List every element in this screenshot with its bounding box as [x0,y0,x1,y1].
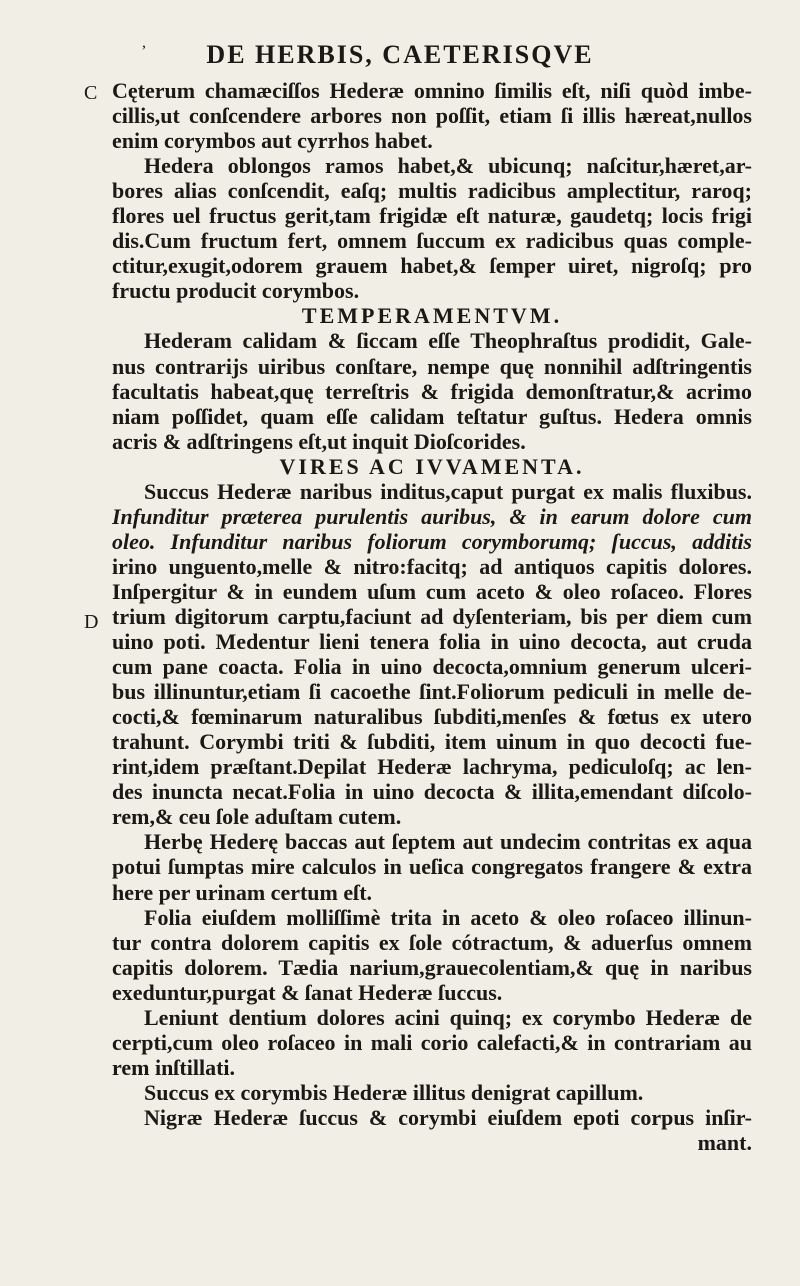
text-line: Leniunt dentium dolores acini quinq; ex corymbo Hederæ de [144,1004,752,1030]
text-line: niam poſſidet, quam eſſe calidam teſtatur guſtus. Hedera omnis [112,403,752,429]
text-line: Folia eiuſdem molliſſimè trita in aceto & oleo roſaceo illinun- [144,904,752,930]
text-line: Succus ex corymbis Hederæ illitus denigrat capillum. [144,1079,644,1105]
text-line: des inuncta necat.Folia in uino decocta & illita,emendant diſcolo- [112,779,752,805]
margin-letter-c: C [84,82,98,104]
text-line: cerpti,cum oleo roſaceo in mali corio calefacti,& in contrariam au [112,1029,752,1055]
text-line: Inſpergitur & in eundem uſum cum aceto & oleo roſaceo. Flores [112,578,752,604]
text-line: capitis dolorem. Tædia narium,grauecolentiam,& quę in naribus [112,954,752,980]
section-heading-temperamentum: TEMPERAMENTVM. [301,303,563,329]
text-line: Herbę Hederę baccas aut ſeptem aut undecim contritas ex aqua [144,829,752,855]
text-line: trium digitorum carptu,faciunt ad dyſenteriam, bis per diem cum [112,603,752,629]
text-line: Cęterum chamæciſſos Hederæ omnino ſimilis eſt, niſi quòd imbe- [112,78,752,103]
text-line: Hederam calidam & ſiccam eſſe Theophraſtus prodidit, Gale- [144,328,752,354]
text-line: bores alias conſcendit, eaſq; multis radicibus amplectitur, raroq; [112,178,752,204]
body-text [112,78,752,1155]
text-line: Nigræ Hederæ ſuccus & corymbi eiuſdem epoti corpus inſir- [144,1104,752,1130]
text-line: flores uel fructus gerit,tam frigidæ eſt naturæ, gaudetq; locis frigi [112,203,752,229]
text-line: cum pane coacta. Folia in uino decocta,omnium generum ulceri- [112,654,752,680]
running-head-mark: , [142,34,148,51]
text-line: enim corymbos aut cyrrhos habet. [112,128,433,154]
text-line: acris & adſtringens eſt,ut inquit Dioſcorides. [112,428,526,454]
text-line: uino poti. Medentur lieni tenera folia in uino decocta, aut cruda [112,629,752,655]
text-line: Infunditur præterea purulentis auribus, & in earum dolore cum [112,503,752,529]
running-head-title: DE HERBIS, CAETERISQVE [206,40,594,69]
margin-letter-d: D [84,611,99,633]
text-line: ctitur,exugit,odorem grauem habet,& ſemper uiret, nigroſq; pro [112,253,752,279]
running-head [0,34,800,70]
text-line: irino unguento,melle & nitro:facitq; ad antiquos capitis dolores. [112,553,752,579]
text-line: here per urinam certum eſt. [112,879,373,905]
text-line: cillis,ut conſcendere arbores non poſſit, etiam ſi illis hæreat,nullos [112,103,752,129]
text-line: potui ſumptas mire calculos in ueſica congregatos frangere & extra [112,854,752,880]
text-line: tur contra dolorem capitis ex ſole cótractum, & aduerſus omnem [112,929,752,955]
text-line: trahunt. Corymbi triti & ſubditi, item uinum in quo decocti fue- [112,729,752,755]
text-line: oleo. Infunditur naribus foliorum corymborumq; ſuccus, additis [112,528,752,554]
text-line: cocti,& fœminarum naturalibus ſubditi,menſes & fœtus ex utero [112,704,752,730]
text-line: mant. [697,1129,752,1155]
text-line: rint,idem præſtant.Depilat Hederæ lachryma, pediculoſq; ac len- [112,754,752,780]
text-line: rem,& ceu ſole aduſtam cutem. [112,804,402,830]
text-line: Hedera oblongos ramos habet,& ubicunq; naſcitur,hæret,ar- [144,153,752,179]
text-line: Succus Hederæ naribus inditus,caput purgat ex malis fluxibus. [144,478,752,504]
text-line: fructu producit corymbos. [112,278,360,304]
text-line: bus illinuntur,etiam ſi cacoethe ſint.Foliorum pediculi in melle de- [112,679,752,705]
text-line: dis.Cum fructum fert, omnem ſuccum ex radicibus quas comple- [112,228,752,254]
text-line: nus contrarijs uiribus conſtare, nempe quę nonnihil adſtringentis [112,353,752,379]
section-heading-vires: VIRES AC IVVAMENTA. [279,453,585,479]
text-line: rem inſtillati. [112,1054,236,1080]
text-line: facultatis habeat,quę terreſtris & frigida demonſtratur,& acrimo [112,378,752,404]
text-line: exeduntur,purgat & ſanat Hederæ ſuccus. [112,979,503,1005]
